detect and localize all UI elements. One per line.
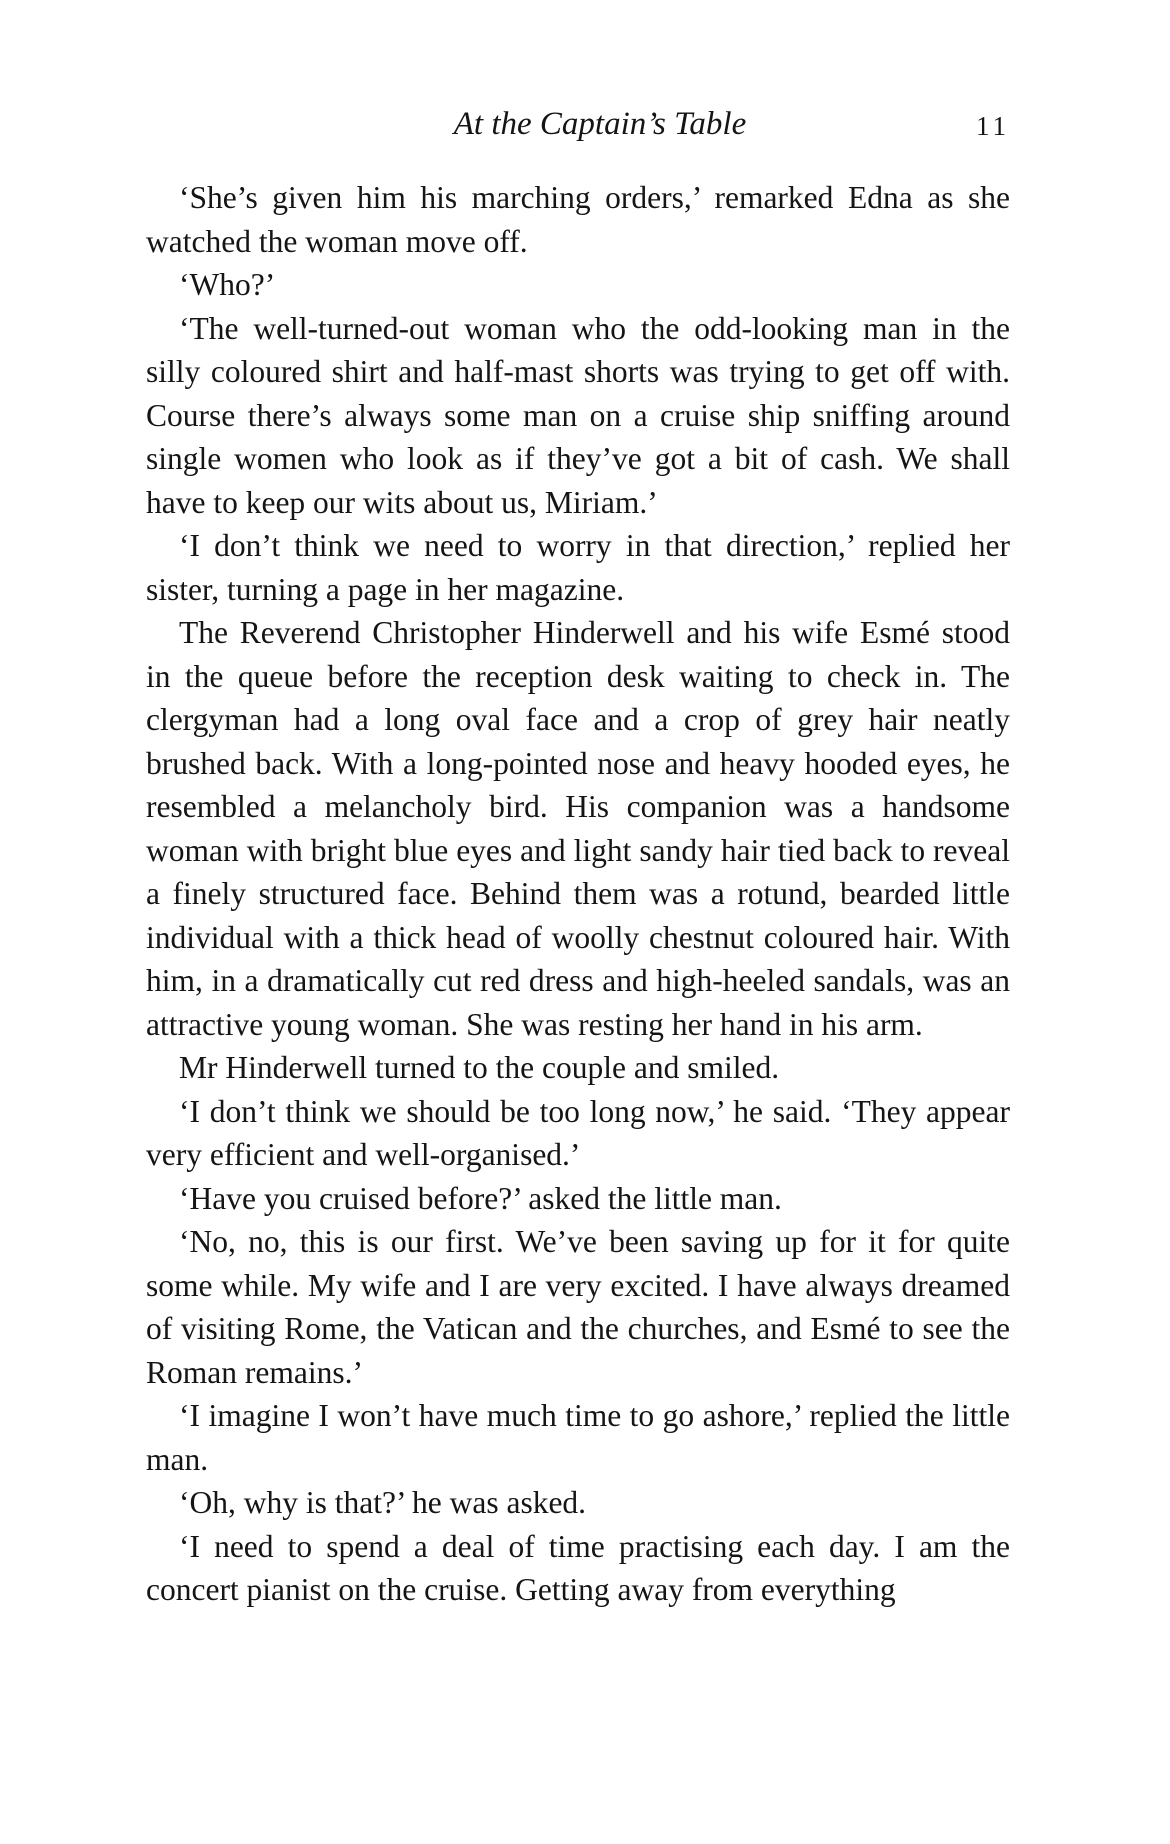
paragraph: ‘No, no, this is our first. We’ve been saving up for it for quite some while. My wife and I are very excited. I have always dreamed of visiting Rome, the Vatican and the churches, and Esmé to see the Roman remains.’	[146, 1224, 1010, 1390]
paragraph: ‘I don’t think we should be too long now,’ he said. ‘They appear very efficient and well-organised.’	[146, 1093, 1010, 1172]
paragraph: ‘I need to spend a deal of time practising each day. I am the concert pianist on the cruise. Getting away from everything	[146, 1528, 1010, 1607]
paragraph: ‘I don’t think we need to worry in that direction,’ replied her sister, turning a page in her magazine.	[146, 528, 1010, 607]
paragraph: ‘Oh, why is that?’ he was asked.	[179, 1485, 587, 1520]
paragraph: ‘She’s given him his marching orders,’ remarked Edna as she watched the woman move off.	[146, 180, 1010, 259]
running-head-title: At the Captain’s Table	[453, 106, 747, 142]
paragraph: ‘Have you cruised before?’ asked the little man.	[179, 1180, 782, 1216]
paragraph: ‘I imagine I won’t have much time to go ashore,’ replied the little man.	[146, 1398, 1010, 1477]
body-text	[146, 176, 1010, 1612]
paragraph: The Reverend Christopher Hinderwell and his wife Esmé stood in the queue before the reception desk waiting to check in. The clergyman had a long oval face and a crop of grey hair neatly brushed back. With a long-pointed nose and heavy hooded eyes, he resembled a melancholy bird. His companion was a handsome woman with bright blue eyes and light sandy hair tied back to reveal a finely structured face. Behind them was a rotund, bearded little individual with a thick head of woolly chestnut coloured hair. With him, in a dramatically cut red dress and high-heeled sandals, was an attractive young woman. She was resting her hand in his arm.	[146, 615, 1010, 1042]
paragraph: ‘Who?’	[179, 267, 276, 302]
page-number: 11	[976, 111, 1010, 141]
paragraph: Mr Hinderwell turned to the couple and smiled.	[179, 1050, 780, 1085]
paragraph: ‘The well-turned-out woman who the odd-looking man in the silly coloured shirt and half-mast shorts was trying to get off with. Course there’s always some man on a cruise ship sniffing around single women who look as if they’ve got a bit of cash. We shall have to keep our wits about us, Miriam.’	[146, 310, 1010, 520]
